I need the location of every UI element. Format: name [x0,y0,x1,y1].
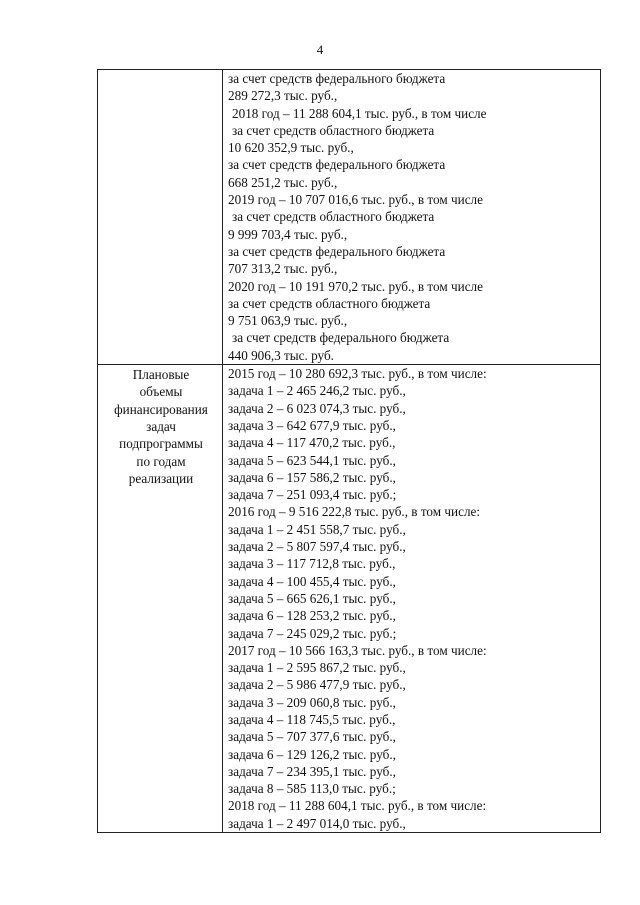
content-line: задача 4 – 118 745,5 тыс. руб., [228,711,396,727]
label-line: объемы [139,384,183,400]
label-line: Плановые [132,367,190,383]
financing-table [97,69,601,833]
content-line: задача 7 – 245 029,2 тыс. руб.; [228,625,397,641]
row2-content-cell [223,365,601,833]
content-line: задача 1 – 2 451 558,7 тыс. руб., [228,521,406,537]
content-line: задача 6 – 128 253,2 тыс. руб., [228,608,396,624]
row1-content-cell [223,70,601,365]
label-line: финансирования [114,401,208,417]
content-line: задача 8 – 585 113,0 тыс. руб.; [228,781,396,797]
content-line: задача 4 – 117 470,2 тыс. руб., [228,435,396,451]
content-line: 2017 год – 10 566 163,3 тыс. руб., в том числе: [228,642,487,658]
content-line: 10 620 352,9 тыс. руб., [228,140,354,156]
content-line: 2020 год – 10 191 970,2 тыс. руб., в том числе [228,278,483,294]
label-line: подпрограммы [119,436,203,452]
content-line: 9 751 063,9 тыс. руб., [228,313,348,329]
content-line: за счет средств федерального бюджета [232,330,450,346]
content-line: задача 7 – 234 395,1 тыс. руб., [228,763,396,779]
content-line: за счет средств федерального бюджета [228,243,446,259]
content-line: задача 1 – 2 497 014,0 тыс. руб., [228,815,406,831]
content-line: 440 906,3 тыс. руб. [228,347,334,363]
row1-label-cell [98,70,223,365]
content-line: задача 3 – 117 712,8 тыс. руб., [228,556,396,572]
row2-label-cell [98,365,223,833]
content-line: за счет средств областного бюджета [232,122,435,138]
content-line: задача 6 – 129 126,2 тыс. руб., [228,746,396,762]
content-line: задача 2 – 5 807 597,4 тыс. руб., [228,539,406,555]
content-line: за счет средств федерального бюджета [228,157,446,173]
label-line: по годам [136,453,186,469]
content-line: за счет средств областного бюджета [228,295,431,311]
content-line: 668 251,2 тыс. руб., [228,174,338,190]
content-line: 2016 год – 9 516 222,8 тыс. руб., в том числе: [228,504,481,520]
content-line: 2018 год – 11 288 604,1 тыс. руб., в том числе: [228,798,487,814]
table-row [98,365,601,833]
content-line: за счет средств федерального бюджета [228,71,446,86]
content-line: задача 5 – 623 544,1 тыс. руб., [228,452,396,468]
content-line: задача 2 – 5 986 477,9 тыс. руб., [228,677,406,693]
content-line: задача 5 – 707 377,6 тыс. руб., [228,729,396,745]
content-line: 707 313,2 тыс. руб., [228,261,338,277]
content-line: 9 999 703,4 тыс. руб., [228,226,348,242]
content-line: задача 7 – 251 093,4 тыс. руб.; [228,487,397,503]
content-line: задача 1 – 2 595 867,2 тыс. руб., [228,660,406,676]
content-line: за счет средств областного бюджета [232,209,435,225]
content-line: 2015 год – 10 280 692,3 тыс. руб., в том числе: [228,366,487,382]
content-line: задача 1 – 2 465 246,2 тыс. руб., [228,383,406,399]
content-line: 2019 год – 10 707 016,6 тыс. руб., в том числе [228,192,483,208]
content-line: 2018 год – 11 288 604,1 тыс. руб., в том числе [232,105,487,121]
table-row [98,70,601,365]
page-number: 4 [316,42,324,57]
content-line: 289 272,3 тыс. руб., [228,88,338,104]
content-line: задача 6 – 157 586,2 тыс. руб., [228,469,396,485]
content-line: задача 3 – 642 677,9 тыс. руб., [228,417,396,433]
content-line: задача 5 – 665 626,1 тыс. руб., [228,590,396,606]
content-line: задача 3 – 209 060,8 тыс. руб., [228,694,396,710]
content-line: задача 2 – 6 023 074,3 тыс. руб., [228,400,406,416]
content-line: задача 4 – 100 455,4 тыс. руб., [228,573,396,589]
label-line: реализации [128,470,194,486]
label-line: задач [146,418,176,434]
